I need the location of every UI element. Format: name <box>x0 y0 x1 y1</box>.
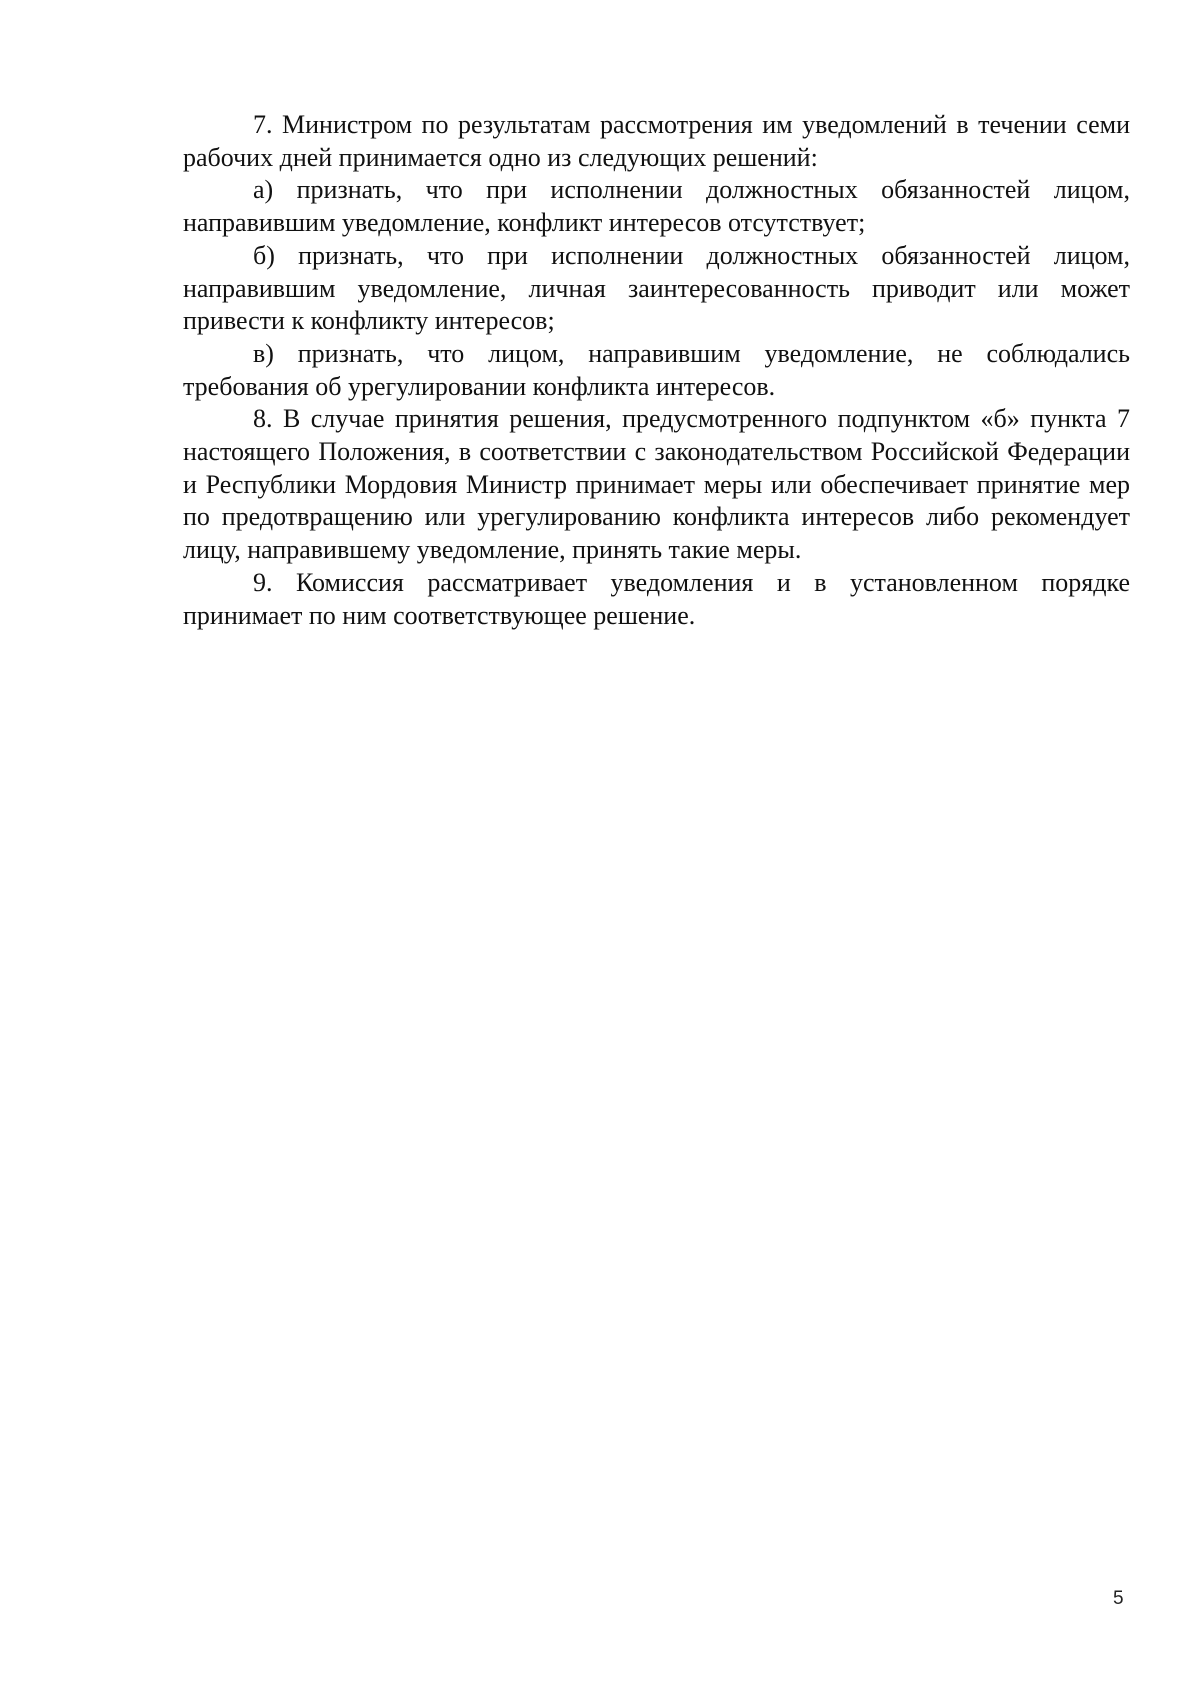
page-number: 5 <box>1113 1588 1124 1609</box>
paragraph-7b: б) признать, что при исполнении должностных обязанностей лицом, направившим уведомление, личная заинтересованность приводит или может привести к конфликту интересов; <box>183 240 1130 336</box>
paragraph-8: 8. В случае принятия решения, предусмотренного подпунктом «б» пункта 7 настоящего Положения, в соответствии с законодательством Российской Федерации и Республики Мордовия Министр принимает меры или обеспечивает принятие мер по предотвращению или урегулированию конфликта интересов либо рекомендует лицу, направившему уведомление, принять такие меры. <box>183 404 1130 565</box>
paragraph-7c: в) признать, что лицом, направившим уведомление, не соблюдались требования об урегулировании конфликта интересов. <box>183 338 1130 401</box>
paragraph-9: 9. Комиссия рассматривает уведомления и в установленном порядке принимает по ним соответствующее решение. <box>183 567 1130 630</box>
paragraph-7: 7. Министром по результатам рассмотрения им уведомлений в течении семи рабочих дней принимается одно из следующих решений: <box>183 110 1130 172</box>
document-body <box>183 109 1130 632</box>
paragraph-7a: а) признать, что при исполнении должностных обязанностей лицом, направившим уведомление, конфликт интересов отсутствует; <box>183 175 1130 238</box>
